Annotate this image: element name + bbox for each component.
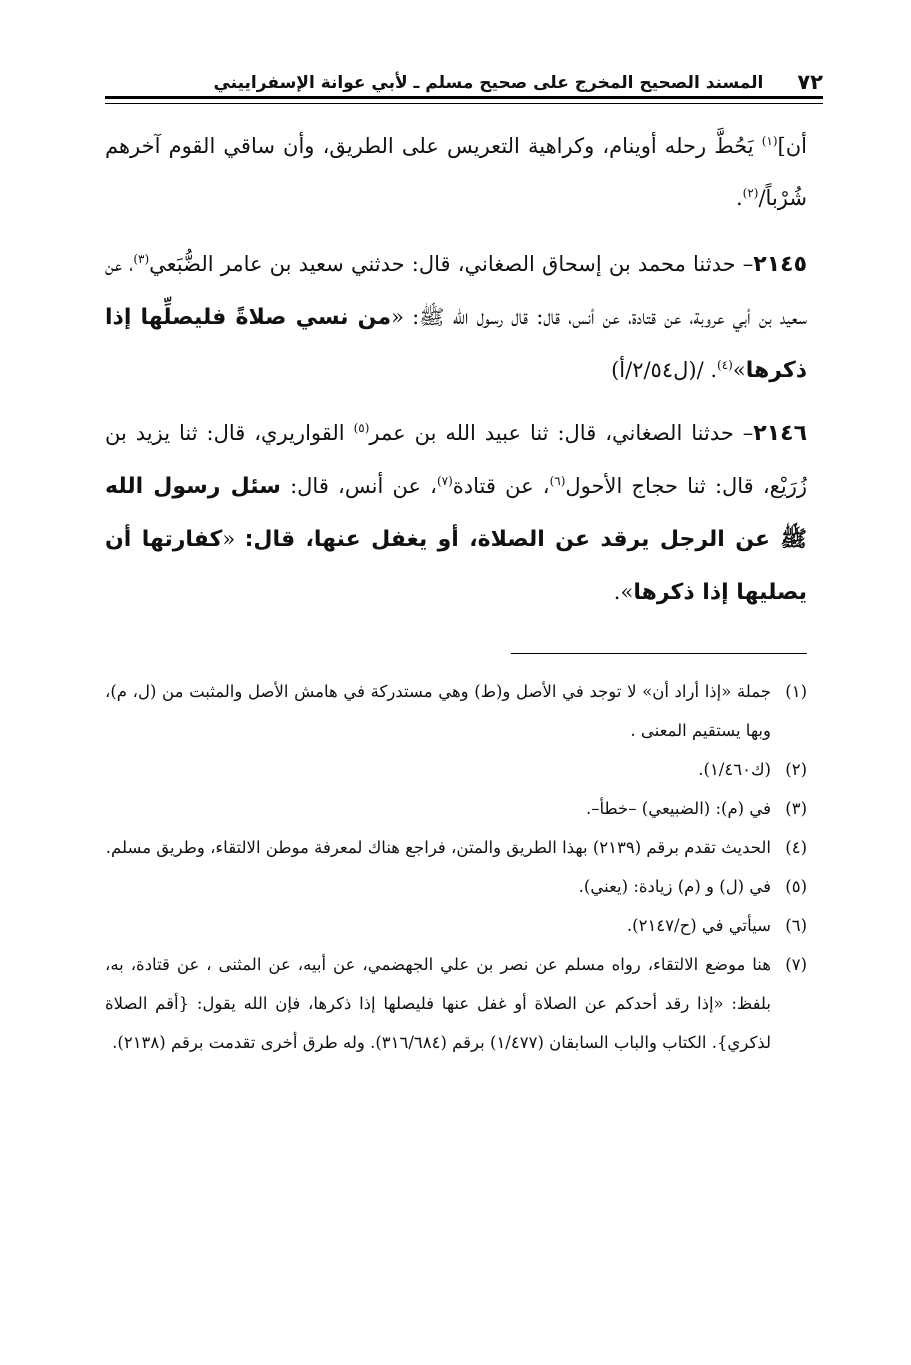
footnote-divider — [511, 653, 807, 654]
footnote-number: (٤) — [785, 838, 807, 857]
footnote-text: في (م): (الضبيعي) –خطأ–. — [586, 799, 771, 818]
footnote-ref-5: (٥) — [353, 421, 370, 435]
footnote — [105, 672, 807, 750]
running-title: المسند الصحيح المخرج على صحيح مسلم ـ لأبي عوانة الإسفراييني — [213, 73, 764, 93]
text-segment: – حدثنا محمد بن إسحاق الصغاني، قال: حدثني سعيد بن عامر الضُّبَعي — [149, 252, 754, 276]
text-segment: . /(ل٢/٥٤/أ) — [611, 358, 718, 382]
footnote — [105, 867, 807, 906]
footnote — [105, 828, 807, 867]
footnote-ref-7: (٧) — [436, 474, 453, 488]
footnote-number: (١) — [785, 682, 807, 701]
text-segment: . — [735, 186, 743, 210]
page-header — [105, 62, 823, 99]
hadith-matn: كفارتها أن يصليها إذا ذكرها — [105, 527, 807, 605]
footnote-number: (٣) — [785, 799, 807, 818]
footnote — [105, 906, 807, 945]
header-rule — [105, 103, 823, 104]
footnote — [105, 789, 807, 828]
footnote-ref-2: (٢) — [742, 186, 759, 200]
footnote-number: (٢) — [785, 760, 807, 779]
text-segment: يَحُطَّ رحله أوينام، وكراهية التعريس على الطريق، وأن ساقي القوم آخرهم شُرْباً/ — [105, 134, 807, 210]
text-segment: » — [732, 358, 746, 382]
footnote-text: الحديث تقدم برقم (٢١٣٩) بهذا الطريق والمتن، فراجع هناك لمعرفة موطن الالتقاء، وطريق مسلم. — [105, 838, 771, 857]
footnote-text: في (ل) و (م) زيادة: (يعني). — [578, 877, 771, 896]
footnote-ref-4: (٤) — [717, 358, 733, 372]
footnote-ref-3: (٣) — [133, 252, 150, 266]
text-segment: أن] — [777, 134, 807, 158]
hadith-matn: من نسي صلاةً فليصلِّها إذا ذكرها — [105, 305, 807, 383]
footnote-ref-1: (١) — [761, 134, 778, 148]
text-segment: ، عن أنس، قال: — [280, 474, 437, 498]
text-segment: القواريري، قال: ثنا يزيد بن زُرَيْع، قال: ثنا حجاج الأحول — [105, 421, 807, 498]
footnote-ref-6: (٦) — [549, 474, 566, 488]
hadith-number: ٢١٤٥ — [753, 252, 807, 277]
text-segment: ، عن قتادة — [452, 474, 550, 498]
hadith-matn: سئل رسول الله ﷺ عن الرجل يرقد عن الصلاة، أو يغفل عنها، قال: — [105, 474, 807, 552]
page-number: ٧٢ — [797, 70, 823, 94]
footnote-text: جملة «إذا أراد أن» لا توجد في الأصل و(ط) وهي مستدركة في هامش الأصل والمثبت من (ل، م)، وبها يستقيم المعنى . — [105, 682, 771, 740]
hadith-2146 — [105, 407, 807, 619]
text-segment: – حدثنا الصغاني، قال: ثنا عبيد الله بن عمر — [369, 421, 754, 445]
footnote-text: سيأتي في (ح/٢١٤٧). — [626, 916, 771, 935]
hadith-2145 — [105, 238, 807, 397]
footnote — [105, 750, 807, 789]
main-text — [105, 120, 807, 629]
hadith-number: ٢١٤٦ — [753, 421, 807, 446]
text-segment: ، عن سعيد بن أبي عروبة، عن قتادة، عن أنس، قال: قال رسول الله ﷺ: « — [105, 252, 807, 329]
footnote-number: (٧) — [785, 955, 807, 974]
continued-paragraph — [105, 120, 807, 224]
footnote-number: (٥) — [785, 877, 807, 896]
footnote — [105, 945, 807, 1062]
text-segment: ». — [613, 580, 634, 604]
text-segment: « — [222, 527, 245, 551]
footnote-text: هنا موضع الالتقاء، رواه مسلم عن نصر بن علي الجهضمي، عن أبيه، عن المثنى ، عن قتادة، به، بلفظ: «إذا رقد أحدكم عن الصلاة أو غفل عنها فليصلها إذا ذكرها، فإن الله يقول: {أقم الصلاة لذكري}. الكتاب والباب السابقان (١/٤٧٧) برقم (٣١٦/٦٨٤). وله طرق أخرى تقدمت برقم (٢١٣٨). — [105, 955, 771, 1052]
footnote-number: (٦) — [785, 916, 807, 935]
footnotes — [105, 672, 807, 1062]
footnote-text: (ك١/٤٦٠). — [698, 760, 771, 779]
